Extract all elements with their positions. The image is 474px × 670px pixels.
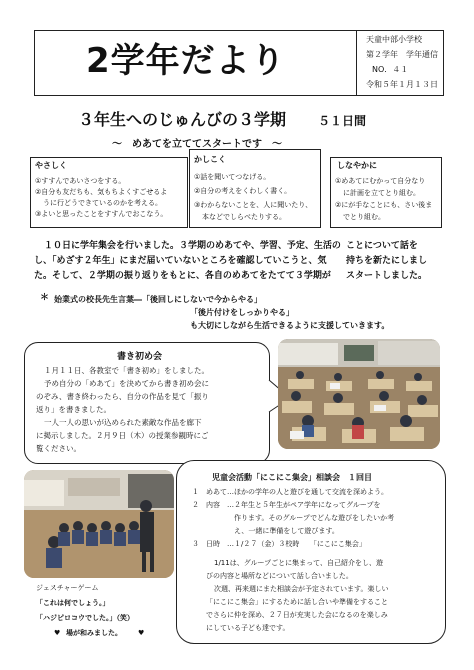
goal-title: やさしく <box>35 161 67 170</box>
intro-line-tail: 持ちを新たにしまし <box>346 256 428 266</box>
photo-caption-line: 「これは何でしょう。」 <box>36 599 110 607</box>
goal-title: かしこく <box>194 155 226 164</box>
heart-icon: ♥ <box>54 629 61 637</box>
kakizome-title: 書き初め会 <box>117 352 163 362</box>
kakizome-line: 返り」を書きました。 <box>36 405 111 414</box>
meeting-item-text: 作ります。そのグループでどんな遊びをしたいか考 <box>234 514 395 522</box>
gesture-game-photo <box>24 470 174 578</box>
issue-label: 第２学年 学年通信 <box>366 50 438 59</box>
meeting-item-num: ２ <box>192 501 199 509</box>
meeting-para-line: でさらに仲を深め、２７日が充実した会になるのを楽しみ <box>206 611 388 619</box>
meeting-title: 児童会活動「にこにこ集会」相談会 １回目 <box>212 473 372 482</box>
intro-line: た。そして、２学期の振り返りをもとに、各自のめあてをたてて３学期が <box>34 271 331 281</box>
principal-line-1: 始業式の校長先生言葉―「後回しにしないで今からやる」 <box>54 295 262 304</box>
photo-caption-line: 場が和みました。 <box>66 629 122 637</box>
principal-line-2: 「後片付けをしっかりやる」 <box>190 308 294 317</box>
meeting-para-line: 次週、再来週にまた相談会が予定されています。楽しい <box>214 585 389 593</box>
masthead-divider <box>356 30 357 96</box>
newsletter-title: 2学年だより <box>86 41 286 81</box>
goal-box-yasashiku: やさしく ①すすんであいさつをする。 ②自分も友だちも、気もちよくすごせるよ うに行どうできているのかを考える。 ③よいと思ったことをすすんでおこなう。 <box>30 157 188 228</box>
intro-line-tail: スタートしました。 <box>346 271 428 281</box>
meeting-item-text: 日時 …１/２７（金）３校時 「にこにこ集会」 <box>206 540 366 548</box>
headline: ３年生へのじゅんびの３学期 <box>78 110 287 129</box>
principal-line-3: も大切にしながら生活できるように支援していきます。 <box>190 321 390 330</box>
meeting-item-text: 内容 …２年生と５年生がペア学年になってグループを <box>206 501 381 509</box>
meeting-para-line: にしている子ども達です。 <box>206 624 290 632</box>
kakizome-line: 覧ください。 <box>36 444 81 453</box>
principal-mark: ＊ <box>40 293 50 303</box>
goal-box-shinayakani: しなやかに ①めあてにむかって自分なり に計画を立てとり組む。 ②にが手なことにも、さい後ま でとり組む。 <box>330 157 442 228</box>
intro-line-tail: ことについて話を <box>346 241 418 251</box>
intro-line: １０日に学年集会を行いました。３学期のめあてや、学習、予定、生活の <box>44 241 341 251</box>
classroom-photo <box>278 339 440 449</box>
goal-box-kashikoku: かしこく ①話を聞いてつなげる。 ②自分の考えをくわしく書く。 ③わからないことを、人に聞いたり、 本などでしらべたりする。 <box>189 149 321 228</box>
photo-caption-title: ジェスチャーゲーム <box>36 584 99 592</box>
meeting-item-num: １ <box>192 488 199 496</box>
kakizome-line: のぞみ、書き終わったら、自分の作品を見て「振り <box>36 392 209 401</box>
kakizome-line: 予め自分の「めあて」を決めてから書き初め会に <box>44 379 209 388</box>
intro-line: し、「めざす２年生」にまだ届いていないところを確認していこうと、気 <box>34 256 327 266</box>
photo-caption-line: 「ハジピロコウでした。」（笑） <box>36 614 134 622</box>
meeting-para-line: 1/11は、グループごとに集まって、自己紹介をし、遊 <box>214 559 384 567</box>
kakizome-line: 一人一人の思いが込められた素敵な作品を廊下 <box>44 418 202 427</box>
headline-days: ５１日間 <box>318 114 367 128</box>
meeting-item-num: ３ <box>192 540 199 548</box>
kakizome-line: に掲示しました。２月９日（木）の授業参観時にご <box>36 431 209 440</box>
meeting-item-text: めあて…ほかの学年の人と遊びを通して交流を深めよう。 <box>206 488 388 496</box>
kakizome-line: １月１１日、各教室で「書き初め」をしました。 <box>44 366 209 375</box>
goal-title: しなやかに <box>337 161 377 170</box>
classroom-photo-image <box>278 339 440 449</box>
school-name: 天童中部小学校 <box>366 35 422 44</box>
issue-date: 令和５年１月１３日 <box>366 80 438 89</box>
meeting-para-line: びの内容と場所などについて話し合いました。 <box>206 572 353 580</box>
heart-icon: ♥ <box>138 629 145 637</box>
issue-number: NO．４１ <box>372 65 409 74</box>
subheadline: ～ めあてを立ててスタートです ～ <box>112 139 282 150</box>
meeting-item-text: え、一緒に準備をして遊びます。 <box>234 527 339 535</box>
meeting-para-line: 「にこにこ集会」にするために話し合いや準備をすること <box>206 598 388 606</box>
gesture-game-photo-image <box>24 470 174 578</box>
